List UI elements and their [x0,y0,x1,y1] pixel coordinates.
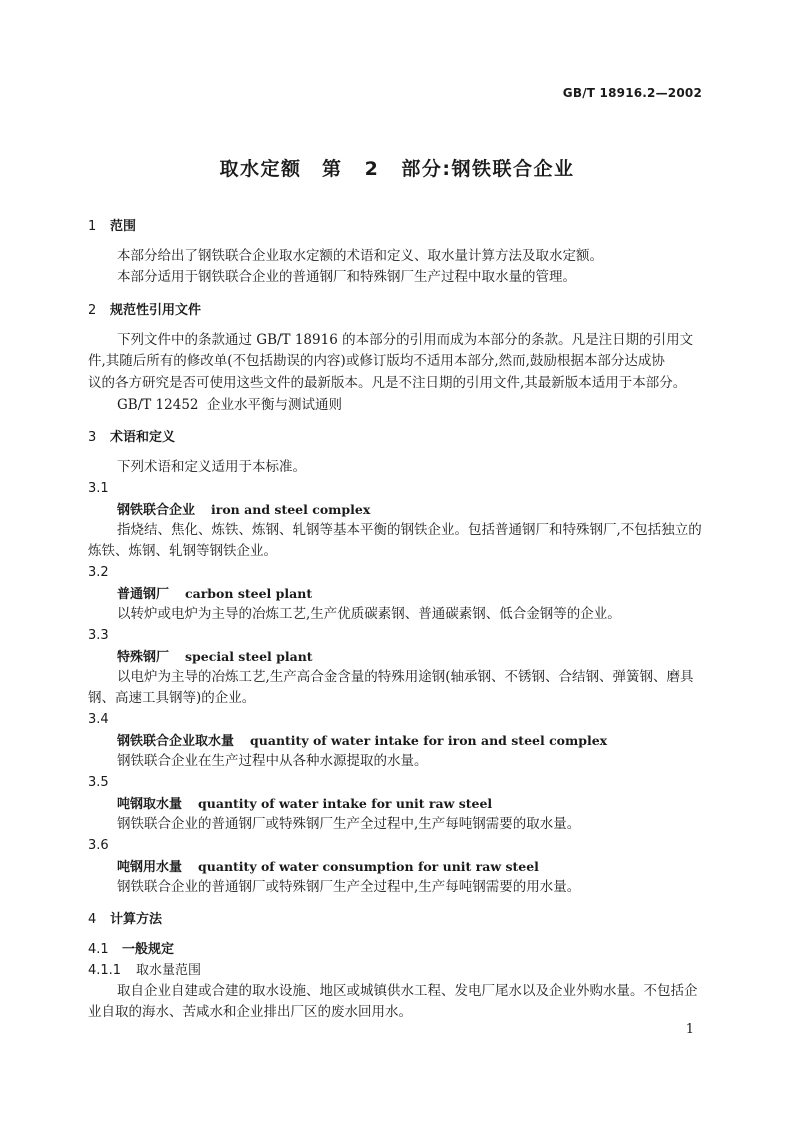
section-3-heading [88,428,175,447]
term-heading [117,584,312,604]
paragraph: 本部分给出了钢铁联合企业取水定额的术语和定义、取水量计算方法及取水定额。 [117,248,603,264]
clause-number: 3.3 [88,628,109,643]
subclause-title: 取水量范围 [136,963,202,978]
term-zh: 吨钢用水量 [117,860,183,875]
paragraph: 本部分适用于钢铁联合企业的普通钢厂和特殊钢厂生产过程中取水量的管理。 [117,269,576,285]
clause-number: 3.1 [88,481,109,496]
term-zh: 吨钢取水量 [117,797,183,812]
section-title: 规范性引用文件 [110,303,202,318]
section-4-heading [88,910,162,929]
term-definition-line: 钢铁联合企业的普通钢厂或特殊钢厂生产全过程中,生产每吨钢需要的取水量。 [117,816,581,832]
subclause-number: 4.1.1 [88,963,122,978]
section-number: 4 [88,912,97,927]
term-definition-line: 以电炉为主导的冶炼工艺,生产高合金含量的特殊用途钢(轴承钢、不锈钢、合结钢、弹簧钢、磨具 [117,669,694,685]
term-definition-line: 钢铁联合企业的普通钢厂或特殊钢厂生产全过程中,生产每吨钢需要的用水量。 [117,879,581,895]
paragraph-line: 取自企业自建或合建的取水设施、地区或城镇供水工程、发电厂尾水以及企业外购水量。不包括企 [117,983,698,999]
subclause-title: 一般规定 [122,942,175,957]
term-zh: 钢铁联合企业取水量 [117,734,235,749]
section-title: 计算方法 [110,912,163,927]
clause-number: 3.4 [88,712,109,727]
term-en: iron and steel complex [211,502,371,517]
section-number: 3 [88,430,97,445]
clause-number: 3.6 [88,838,109,853]
subclause-heading [88,940,174,959]
term-definition-line: 炼铁、炼钢、轧钢等钢铁企业。 [88,543,277,559]
section-number: 2 [88,303,97,318]
page-number: 1 [685,1022,694,1037]
term-en: special steel plant [185,649,313,664]
term-zh: 特殊钢厂 [117,650,170,665]
paragraph-line: 件,其随后所有的修改单(不包括勘误的内容)或修订版均不适用本部分,然而,鼓励根据本部分达成协 [88,353,665,369]
term-heading [117,857,539,877]
term-en: carbon steel plant [185,586,313,601]
paragraph-line: 议的各方研究是否可使用这些文件的最新版本。凡是不注日期的引用文件,其最新版本适用于本部分。 [88,375,687,391]
term-en: quantity of water consumption for unit raw steel [198,859,539,874]
section-title: 范围 [110,219,137,234]
term-en: quantity of water intake for iron and steel complex [250,733,608,748]
term-heading [117,731,607,751]
paragraph-line: 下列文件中的条款通过 GB/T 18916 的本部分的引用而成为本部分的条款。凡是注日期的引用文 [117,332,694,348]
reference-title: 企业水平衡与测试通则 [207,397,342,413]
document-title: 取水定额 第 2 部分:钢铁联合企业 [219,158,575,180]
term-zh: 钢铁联合企业 [117,503,196,518]
reference-code: GB/T 12452 [117,397,199,413]
term-definition-line: 指烧结、焦化、炼铁、炼钢、轧钢等基本平衡的钢铁企业。包括普通钢厂和特殊钢厂,不包括独立的 [117,522,702,538]
term-definition-line: 钢铁联合企业在生产过程中从各种水源提取的水量。 [117,753,428,769]
term-heading [117,500,370,520]
section-1-heading [88,217,136,236]
term-definition-line: 钢、高速工具钢等)的企业。 [88,690,256,706]
clause-number: 3.5 [88,775,109,790]
clause-number: 3.2 [88,565,109,580]
normative-reference [117,396,342,415]
term-heading [117,794,492,814]
term-en: quantity of water intake for unit raw steel [198,796,493,811]
paragraph-line: 业自取的海水、苦咸水和企业排出厂区的废水回用水。 [88,1004,412,1020]
section-number: 1 [88,219,97,234]
standard-code-header: GB/T 18916.2—2002 [562,86,702,100]
section-2-heading [88,301,201,320]
subclause-number: 4.1 [88,942,109,957]
term-definition-line: 以转炉或电炉为主导的冶炼工艺,生产优质碳素钢、普通碳素钢、低合金钢等的企业。 [117,606,621,622]
term-zh: 普通钢厂 [117,587,170,602]
section-title: 术语和定义 [110,430,176,445]
paragraph: 下列术语和定义适用于本标准。 [117,459,306,475]
subclause-heading [88,961,201,980]
term-heading [117,647,313,667]
